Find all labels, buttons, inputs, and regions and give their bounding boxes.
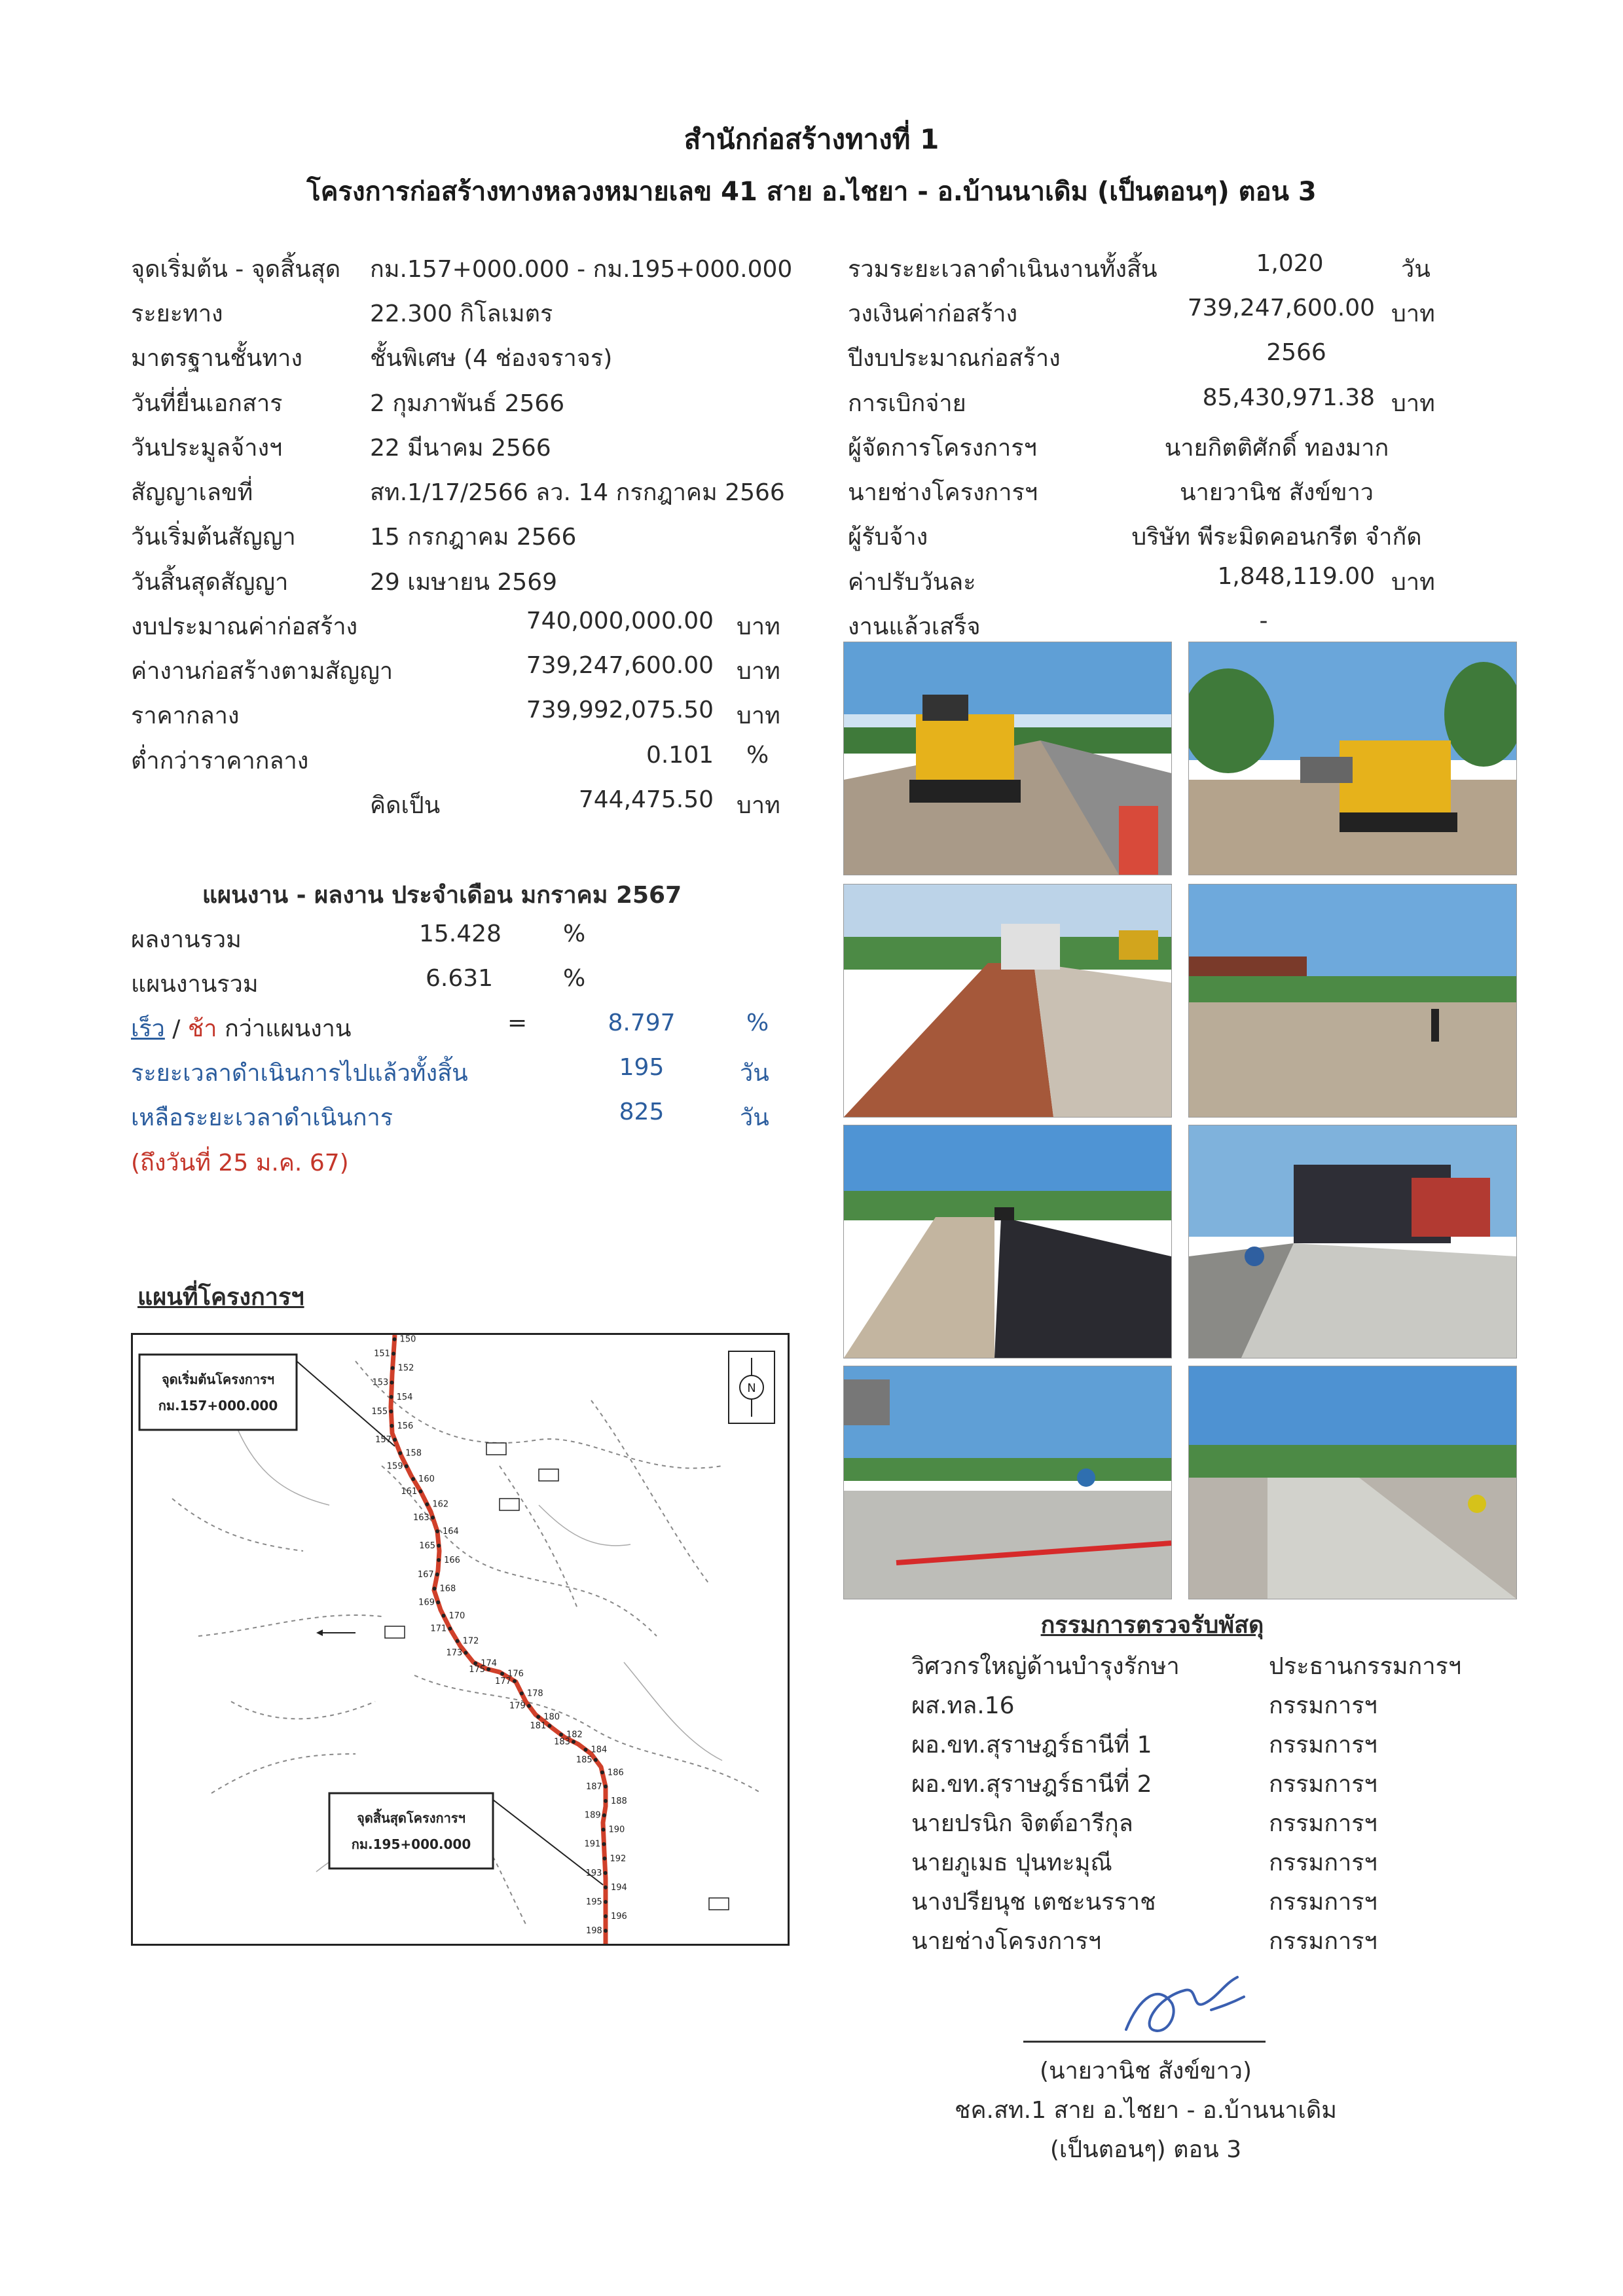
info-value: 2 กุมภาพันธ์ 2566 (370, 390, 565, 417)
km-marker-label: 155 (371, 1406, 388, 1417)
budget-unit: บาท (737, 613, 780, 640)
committee-role: กรรมการฯ (1269, 1889, 1377, 1916)
km-marker-label: 180 (543, 1712, 560, 1722)
info-value: 1,848,119.00 (1217, 563, 1375, 590)
km-marker-label: 168 (439, 1584, 456, 1594)
info-value: ชั้นพิเศษ (4 ช่องจราจร) (370, 345, 613, 372)
km-marker-label: 195 (586, 1897, 602, 1907)
km-marker-dot (536, 1715, 540, 1719)
map-start-km: กม.157+000.000 (158, 1398, 278, 1413)
actual-value: 15.428 (419, 920, 501, 947)
km-marker-label: 185 (575, 1755, 593, 1766)
slash: / (164, 1015, 188, 1042)
km-marker-dot (411, 1477, 415, 1481)
info-value: 85,430,971.38 (1202, 384, 1375, 411)
km-marker-dot (456, 1639, 460, 1643)
committee-name: วิศวกรใหญ่ด้านบำรุงรักษา (911, 1653, 1180, 1680)
km-marker-label: 174 (481, 1658, 498, 1669)
km-marker-label: 159 (386, 1461, 403, 1472)
info-label: มาตรฐานชั้นทาง (131, 345, 302, 372)
info-value: 22.300 กิโลเมตร (370, 301, 553, 327)
committee-name: ผอ.ขท.สุราษฎร์ธานีที่ 2 (911, 1771, 1152, 1798)
km-marker-label: 163 (413, 1513, 429, 1523)
km-marker-dot (559, 1733, 563, 1737)
signer-position-2: (เป็นตอนๆ) ตอน 3 (1049, 2136, 1242, 2163)
km-marker-label: 165 (419, 1540, 436, 1551)
equals-sign: = (507, 1010, 528, 1036)
info-label: วันประมูลจ้างฯ (131, 435, 283, 462)
km-marker-label: 160 (418, 1474, 435, 1485)
km-marker-label: 164 (442, 1526, 459, 1537)
km-marker-label: 188 (611, 1796, 627, 1806)
km-marker-dot (441, 1614, 445, 1618)
progress-title: แผนงาน - ผลงาน ประจำเดือน มกราคม 2567 (202, 882, 682, 909)
compare-label: กว่าแผนงาน (217, 1015, 352, 1042)
budget-label: ราคากลาง (131, 702, 240, 729)
km-marker-dot (602, 1842, 606, 1846)
info-label: วันสิ้นสุดสัญญา (131, 569, 289, 596)
map-heading: แผนที่โครงการฯ (137, 1284, 304, 1311)
km-marker-label: 187 (585, 1781, 602, 1792)
km-marker-label: 176 (507, 1669, 524, 1679)
km-marker-dot (390, 1381, 393, 1385)
construction-photo (1188, 1125, 1517, 1358)
km-marker-label: 150 (399, 1335, 416, 1345)
committee-role: กรรมการฯ (1269, 1928, 1377, 1955)
office-title: สำนักก่อสร้างทางที่ 1 (684, 123, 939, 155)
committee-role: กรรมการฯ (1269, 1771, 1377, 1798)
construction-photo (1188, 1366, 1517, 1599)
km-marker-label: 175 (469, 1664, 486, 1675)
km-marker-dot (583, 1748, 587, 1752)
project-map (131, 1333, 790, 1946)
info-label: ปีงบประมาณก่อสร้าง (848, 345, 1061, 372)
km-marker-label: 158 (405, 1448, 422, 1459)
slow-label: ช้า (187, 1015, 217, 1042)
info-value: นายวานิช สังข์ขาว (1179, 479, 1374, 506)
km-marker-label: 173 (446, 1648, 463, 1658)
km-marker-dot (431, 1516, 435, 1520)
as-of-date: (ถึงวันที่ 25 ม.ค. 67) (131, 1150, 349, 1176)
km-marker-label: 181 (530, 1721, 547, 1732)
km-marker-label: 171 (430, 1624, 447, 1634)
km-marker-dot (604, 1785, 608, 1789)
km-marker-dot (389, 1410, 393, 1413)
committee-name: นายช่างโครงการฯ (911, 1928, 1102, 1955)
km-marker-dot (435, 1573, 439, 1576)
construction-photo (1188, 642, 1517, 875)
km-marker-dot (405, 1465, 409, 1468)
info-unit: วัน (1401, 256, 1431, 283)
km-marker-dot (572, 1740, 575, 1744)
info-label: วันเริ่มต้นสัญญา (131, 524, 296, 551)
info-unit: บาท (1391, 301, 1435, 327)
map-end-km: กม.195+000.000 (351, 1836, 471, 1852)
info-value: 2566 (1266, 339, 1326, 366)
budget-equiv-value: 744,475.50 (578, 786, 714, 813)
km-marker-label: 151 (374, 1349, 390, 1359)
km-marker-label: 156 (397, 1421, 414, 1431)
km-marker-label: 152 (397, 1363, 414, 1374)
committee-name: นายปรนิก จิตต์อารีกุล (911, 1810, 1133, 1837)
budget-unit: บาท (737, 658, 780, 685)
info-label: นายช่างโครงการฯ (848, 479, 1038, 506)
committee-role: กรรมการฯ (1269, 1732, 1377, 1758)
km-marker-dot (604, 1914, 608, 1918)
km-marker-dot (425, 1503, 429, 1506)
committee-heading: กรรมการตรวจรับพัสดุ (1040, 1612, 1264, 1639)
km-marker-dot (600, 1770, 604, 1774)
signer-name: (นายวานิช สังข์ขาว) (1039, 2058, 1252, 2085)
diff-value: 8.797 (608, 1010, 676, 1036)
km-marker-dot (392, 1352, 395, 1356)
km-marker-label: 196 (611, 1912, 627, 1922)
budget-label: งบประมาณค่าก่อสร้าง (131, 613, 358, 640)
info-label: จุดเริ่มต้น - จุดสิ้นสุด (131, 256, 341, 283)
km-marker-dot (435, 1529, 439, 1533)
construction-photo (843, 642, 1172, 875)
budget-unit: % (746, 742, 769, 769)
compare-row (131, 1010, 352, 1047)
km-marker-label: 198 (586, 1926, 602, 1937)
km-marker-label: 186 (607, 1768, 624, 1778)
remaining-unit: วัน (740, 1104, 769, 1131)
info-value: สท.1/17/2566 ลว. 14 กรกฎาคม 2566 (370, 479, 785, 506)
info-value: 29 เมษายน 2569 (370, 569, 557, 596)
km-marker-dot (500, 1671, 504, 1675)
info-value: 15 กรกฎาคม 2566 (370, 524, 577, 551)
km-marker-dot (390, 1395, 393, 1399)
info-label: ระยะทาง (131, 301, 223, 327)
km-marker-dot (604, 1799, 608, 1803)
km-marker-label: 190 (608, 1825, 625, 1835)
plan-label: แผนงานรวม (131, 971, 259, 998)
committee-role: กรรมการฯ (1269, 1850, 1377, 1876)
km-marker-dot (398, 1451, 402, 1455)
diff-unit: % (746, 1010, 769, 1036)
info-label: งานแล้วเสร็จ (848, 613, 981, 640)
committee-role: กรรมการฯ (1269, 1810, 1377, 1837)
plan-value: 6.631 (426, 965, 494, 992)
km-marker-dot (464, 1651, 467, 1655)
km-marker-dot (391, 1366, 395, 1370)
info-label: วันที่ยื่นเอกสาร (131, 390, 283, 417)
committee-name: นางปรียนุช เตชะนรราช (911, 1889, 1156, 1916)
km-marker-label: 157 (375, 1435, 392, 1446)
construction-photo (843, 1366, 1172, 1599)
km-marker-dot (604, 1929, 608, 1933)
km-marker-label: 172 (462, 1636, 479, 1647)
km-marker-dot (601, 1828, 605, 1832)
budget-label: ค่างานก่อสร้างตามสัญญา (131, 658, 393, 685)
committee-name: ผอ.ขท.สุราษฎร์ธานีที่ 1 (911, 1732, 1152, 1758)
info-unit: บาท (1391, 390, 1435, 417)
budget-unit: บาท (737, 702, 780, 729)
km-marker-label: 170 (448, 1611, 465, 1621)
km-marker-dot (604, 1886, 608, 1889)
info-value: บริษัท พีระมิดคอนกรีต จำกัด (1131, 524, 1422, 551)
info-label: ค่าปรับวันละ (848, 569, 976, 596)
committee-name: ผส.ทล.16 (911, 1692, 1015, 1719)
info-label: วงเงินค่าก่อสร้าง (848, 301, 1018, 327)
info-label: สัญญาเลขที่ (131, 479, 253, 506)
km-marker-dot (513, 1679, 517, 1683)
km-marker-label: 177 (495, 1676, 511, 1686)
km-marker-dot (602, 1857, 606, 1861)
km-marker-dot (527, 1704, 531, 1708)
signer-position-1: ชค.สท.1 สาย อ.ไชยา - อ.บ้านนาเดิม (955, 2097, 1337, 2124)
km-marker-label: 192 (610, 1853, 627, 1864)
km-marker-dot (604, 1900, 608, 1904)
budget-value: 740,000,000.00 (526, 608, 714, 634)
km-marker-dot (547, 1724, 551, 1728)
north-arrow: N (747, 1381, 756, 1395)
signature-line (1023, 2041, 1266, 2043)
km-marker-label: 191 (584, 1839, 601, 1850)
km-marker-dot (393, 1338, 397, 1341)
km-marker-label: 189 (584, 1810, 601, 1821)
km-marker-dot (436, 1601, 440, 1605)
km-marker-dot (594, 1758, 598, 1762)
km-marker-label: 161 (401, 1487, 418, 1497)
construction-photo (843, 1125, 1172, 1358)
km-marker-dot (393, 1438, 397, 1442)
km-marker-label: 167 (417, 1569, 434, 1580)
budget-value: 0.101 (646, 742, 714, 769)
km-marker-label: 169 (418, 1597, 435, 1608)
info-unit: บาท (1391, 569, 1435, 596)
km-marker-label: 166 (444, 1555, 460, 1565)
remaining-label: เหลือระยะเวลาดำเนินการ (131, 1104, 393, 1131)
remaining-value: 825 (619, 1099, 665, 1125)
budget-value: 739,247,600.00 (526, 652, 714, 679)
committee-role: กรรมการฯ (1269, 1692, 1377, 1719)
fast-label: เร็ว (131, 1015, 165, 1042)
map-end-label: จุดสิ้นสุดโครงการฯ (357, 1810, 465, 1826)
elapsed-value: 195 (619, 1054, 665, 1081)
elapsed-label: ระยะเวลาดำเนินการไปแล้วทั้งสิ้น (131, 1060, 468, 1087)
budget-label: ต่ำกว่าราคากลาง (131, 748, 309, 774)
info-value: 22 มีนาคม 2566 (370, 435, 551, 462)
km-marker-label: 154 (396, 1392, 413, 1402)
km-marker-dot (604, 1871, 608, 1875)
km-marker-label: 184 (591, 1745, 608, 1755)
km-marker-label: 183 (554, 1737, 570, 1747)
budget-equiv-unit: บาท (737, 792, 780, 819)
project-title: โครงการก่อสร้างทางหลวงหมายเลข 41 สาย อ.ไชยา - อ.บ้านนาเดิม (เป็นตอนๆ) ตอน 3 (306, 177, 1317, 207)
info-value: นายกิตติศักดิ์ ทองมาก (1164, 435, 1389, 462)
budget-value: 739,992,075.50 (526, 697, 714, 723)
km-marker-label: 162 (432, 1499, 449, 1510)
map-start-label: จุดเริ่มต้นโครงการฯ (161, 1372, 275, 1387)
km-marker-dot (437, 1558, 441, 1562)
km-marker-dot (390, 1424, 393, 1428)
info-value: - (1259, 608, 1268, 634)
plan-unit: % (563, 965, 586, 992)
elapsed-unit: วัน (740, 1060, 769, 1087)
signature-mark (1113, 1958, 1257, 2049)
km-marker-label: 179 (509, 1701, 526, 1711)
km-marker-dot (448, 1627, 452, 1631)
km-marker-label: 194 (611, 1882, 627, 1893)
info-value: กม.157+000.000 - กม.195+000.000 (370, 256, 793, 283)
info-value: 739,247,600.00 (1187, 295, 1375, 321)
km-marker-dot (418, 1489, 422, 1493)
km-marker-label: 153 (372, 1377, 389, 1388)
km-marker-dot (433, 1586, 437, 1590)
km-marker-label: 178 (526, 1688, 543, 1699)
committee-name: นายภูเมธ ปุนทะมุณี (911, 1850, 1112, 1876)
km-marker-label: 193 (585, 1868, 602, 1878)
km-marker-dot (437, 1544, 441, 1548)
committee-role: ประธานกรรมการฯ (1269, 1653, 1462, 1680)
km-marker-label: 182 (566, 1730, 583, 1740)
construction-photo (1188, 884, 1517, 1118)
km-marker-dot (602, 1813, 606, 1817)
actual-unit: % (563, 920, 586, 947)
info-value: 1,020 (1256, 250, 1324, 277)
construction-photo (843, 884, 1172, 1118)
info-label: การเบิกจ่าย (848, 390, 966, 417)
info-label: ผู้รับจ้าง (848, 524, 928, 551)
km-marker-dot (520, 1692, 524, 1696)
budget-equiv-label: คิดเป็น (370, 792, 441, 819)
info-label: ผู้จัดการโครงการฯ (848, 435, 1037, 462)
info-label: รวมระยะเวลาดำเนินงานทั้งสิ้น (848, 256, 1158, 283)
actual-label: ผลงานรวม (131, 926, 242, 953)
